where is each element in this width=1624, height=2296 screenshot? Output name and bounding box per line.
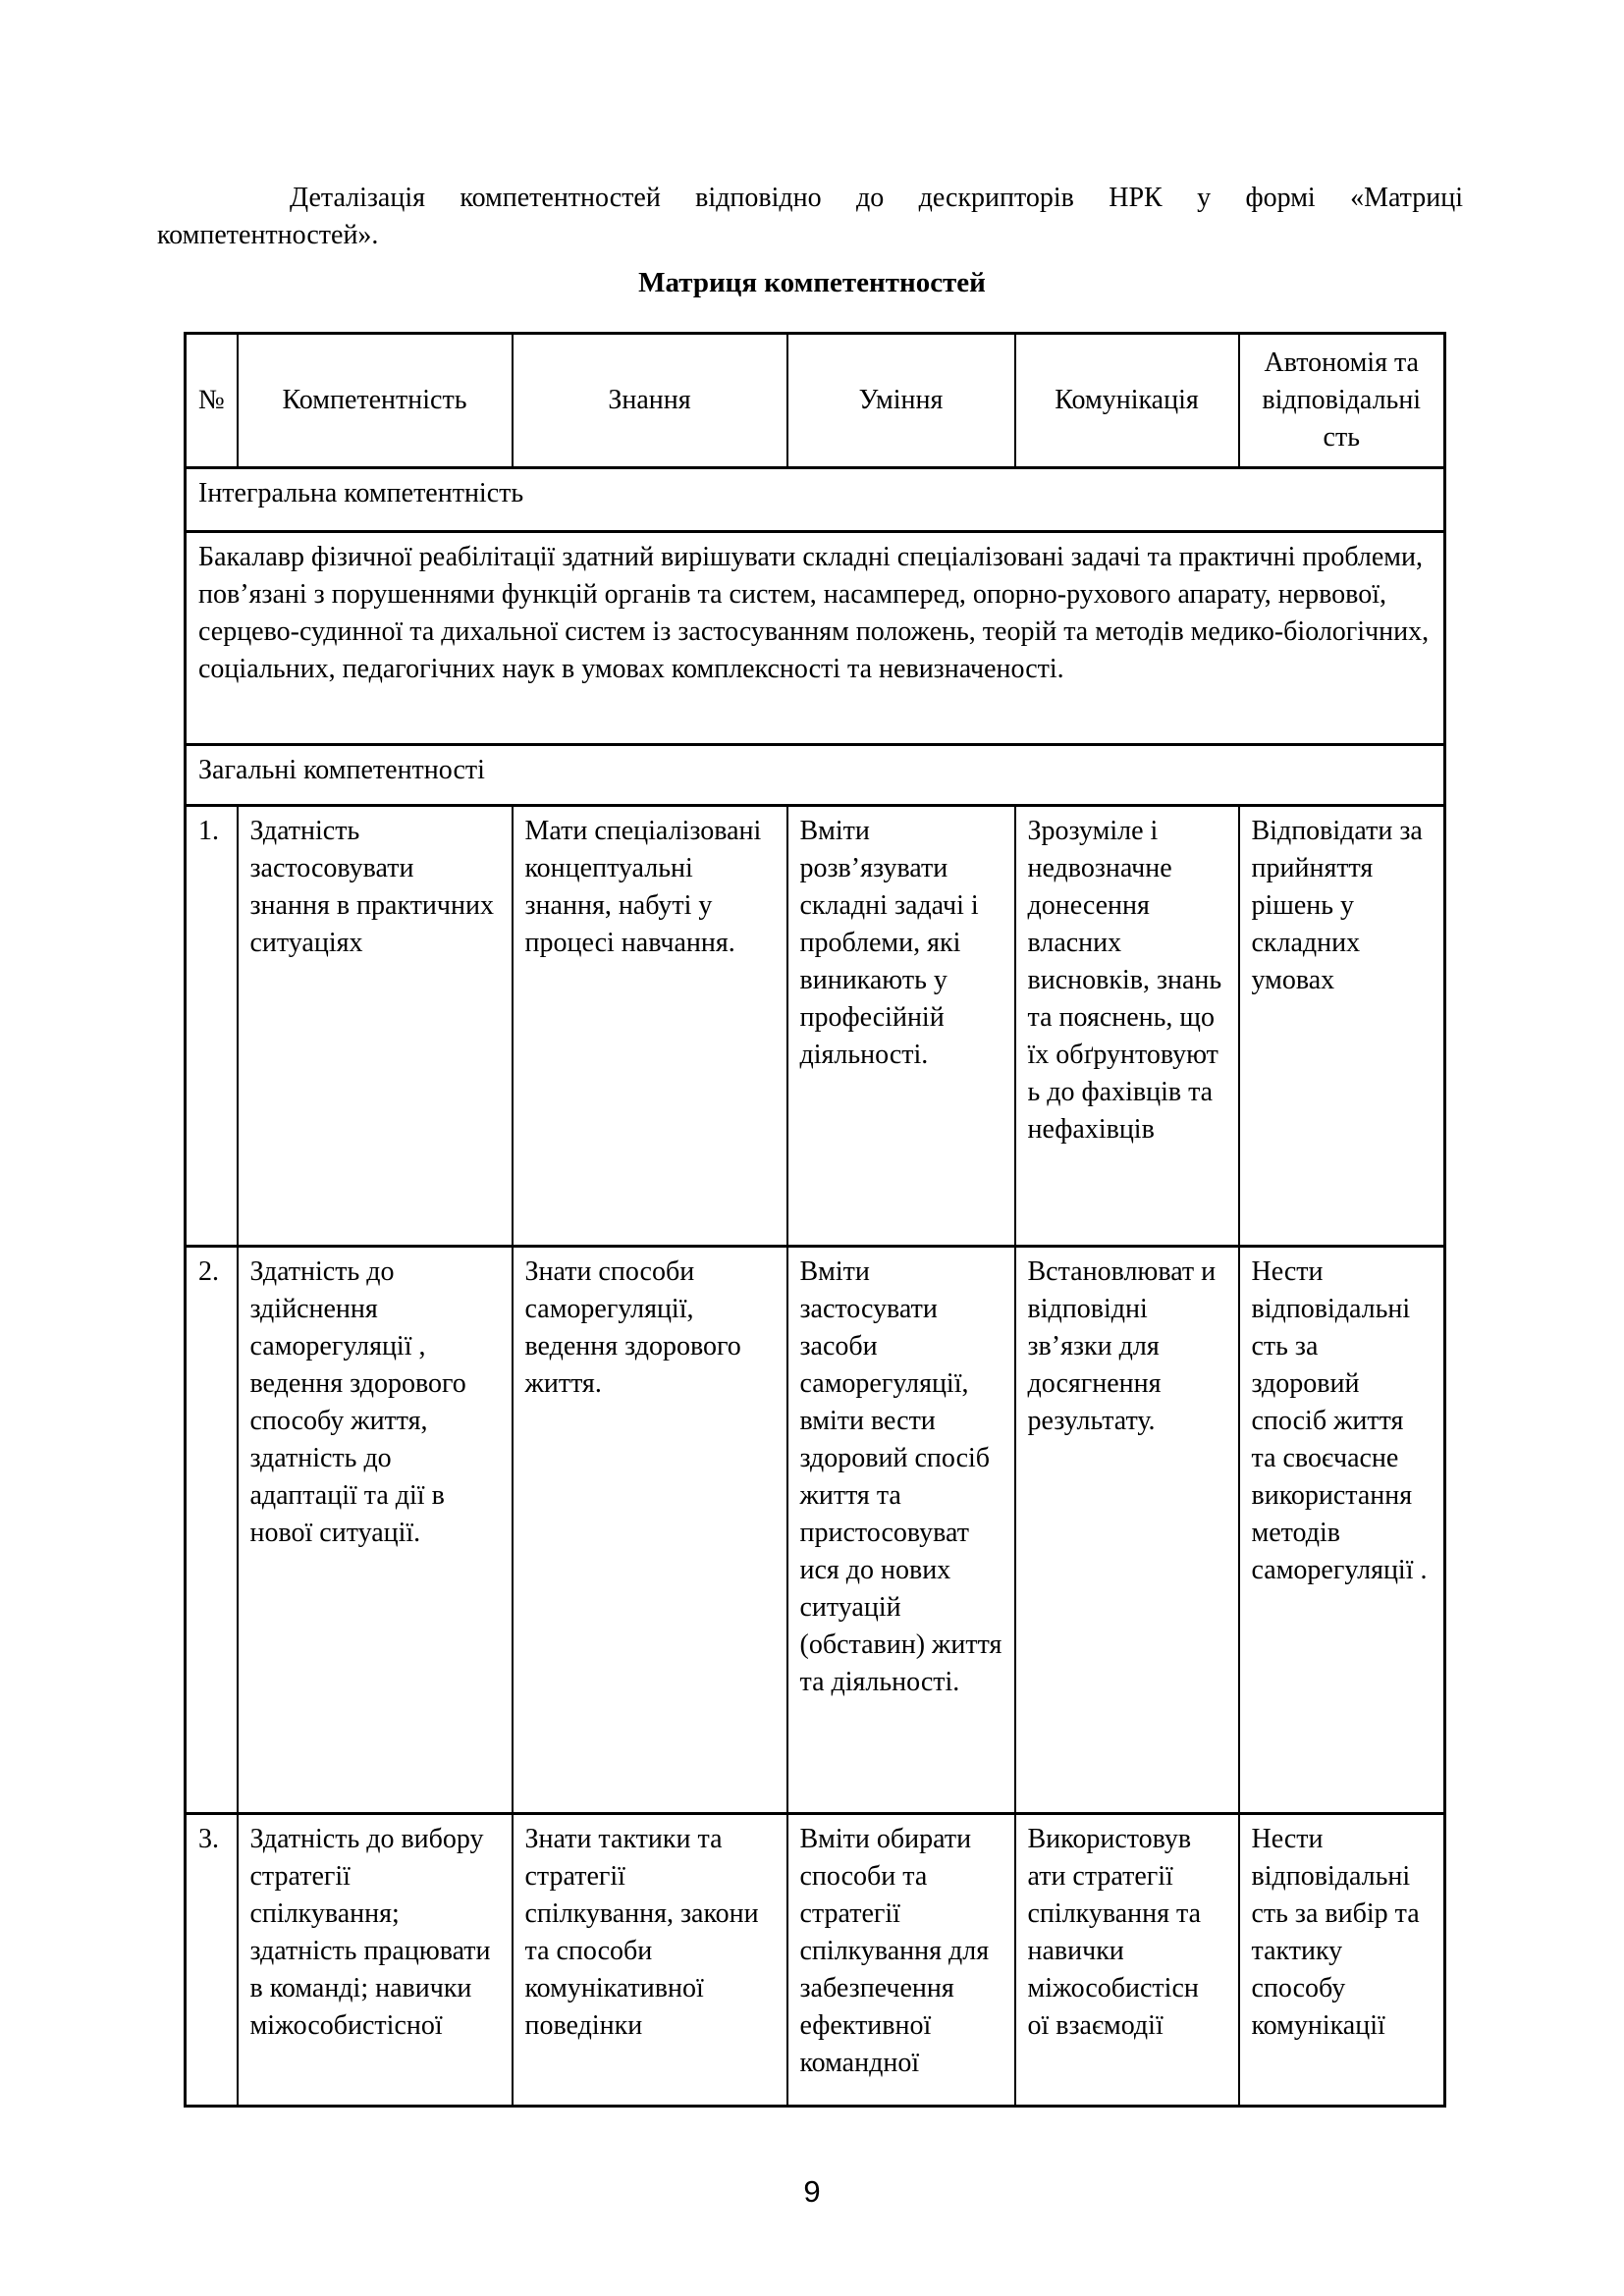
cell-skills: Вміти застосувати засоби саморегуляції, вміти вести здоровий спосіб життя та пристосовуват ися до нових ситуацій (обставин) життя та діяльності. (787, 1247, 1015, 1814)
column-header-autonomy: Автономія та відповідальні сть (1239, 334, 1445, 468)
cell-communication: Встановлюват и відповідні зв’язки для досягнення результату. (1015, 1247, 1239, 1814)
cell-communication: Зрозуміле і недвозначне донесення власних висновків, знань та пояснень, що їх обґрунтовуют ь до фахівців та нефахівців (1015, 806, 1239, 1247)
table-title: Матриця компетентностей (638, 267, 986, 298)
column-header-knowledge: Знання (513, 334, 787, 468)
column-header-communication: Комунікація (1015, 334, 1239, 468)
section-title-general-competences: Загальні компетентності (186, 745, 1445, 806)
column-header-number: № (186, 334, 238, 468)
section-row-integral (186, 468, 1445, 532)
row-number: 2. (186, 1247, 238, 1814)
table-header-row (186, 334, 1445, 468)
cell-autonomy: Нести відповідальні сть за вибір та тактику способу комунікації (1239, 1814, 1445, 2107)
cell-autonomy: Нести відповідальні сть за здоровий спосіб життя та своєчасне використання методів саморегуляції . (1239, 1247, 1445, 1814)
cell-communication: Використовув ати стратегії спілкування та навички міжособистісн ої взаємодії (1015, 1814, 1239, 2107)
cell-competence: Здатність застосовувати знання в практичних ситуаціях (238, 806, 513, 1247)
row-number: 1. (186, 806, 238, 1247)
section-title-integral-competence: Інтегральна компетентність (186, 468, 1445, 532)
column-header-skills: Уміння (787, 334, 1015, 468)
column-header-competence: Компетентність (238, 334, 513, 468)
integral-competence-description: Бакалавр фізичної реабілітації здатний вирішувати складні спеціалізовані задачі та практичні проблеми, пов’язані з порушеннями функцій органів та систем, насамперед, опорно-рухового апарату, нервової, серцево-судинної та дихальної систем із застосуванням положень, теорій та методів медико-біологічних, соціальних, педагогічних наук в умовах комплексності та невизначеності. (186, 532, 1445, 745)
table-row (186, 1247, 1445, 1814)
table-row (186, 806, 1445, 1247)
cell-skills: Вміти обирати способи та стратегії спілкування для забезпечення ефективної командної (787, 1814, 1015, 2107)
cell-knowledge: Знати способи саморегуляції, ведення здорового життя. (513, 1247, 787, 1814)
cell-competence: Здатність до здійснення саморегуляції , ведення здорового способу життя, здатність до адаптації та дії в нової ситуації. (238, 1247, 513, 1814)
cell-knowledge: Знати тактики та стратегії спілкування, закони та способи комунікативної поведінки (513, 1814, 787, 2107)
cell-competence: Здатність до вибору стратегії спілкування; здатність працювати в команді; навички міжособистісної (238, 1814, 513, 2107)
cell-skills: Вміти розв’язувати складні задачі і проблеми, які виникають у професійній діяльності. (787, 806, 1015, 1247)
section-row-general (186, 745, 1445, 806)
row-number: 3. (186, 1814, 238, 2107)
cell-knowledge: Мати спеціалізовані концептуальні знання, набуті у процесі навчання. (513, 806, 787, 1247)
intro-paragraph: Деталізація компетентностей відповідно до дескрипторів НРК у формі «Матриці компетентностей». (157, 183, 1463, 250)
competency-matrix-table (184, 332, 1446, 2108)
table-row (186, 1814, 1445, 2107)
cell-autonomy: Відповідати за прийняття рішень у складних умовах (1239, 806, 1445, 1247)
integral-text-row (186, 532, 1445, 745)
page-number: 9 (803, 2174, 821, 2209)
